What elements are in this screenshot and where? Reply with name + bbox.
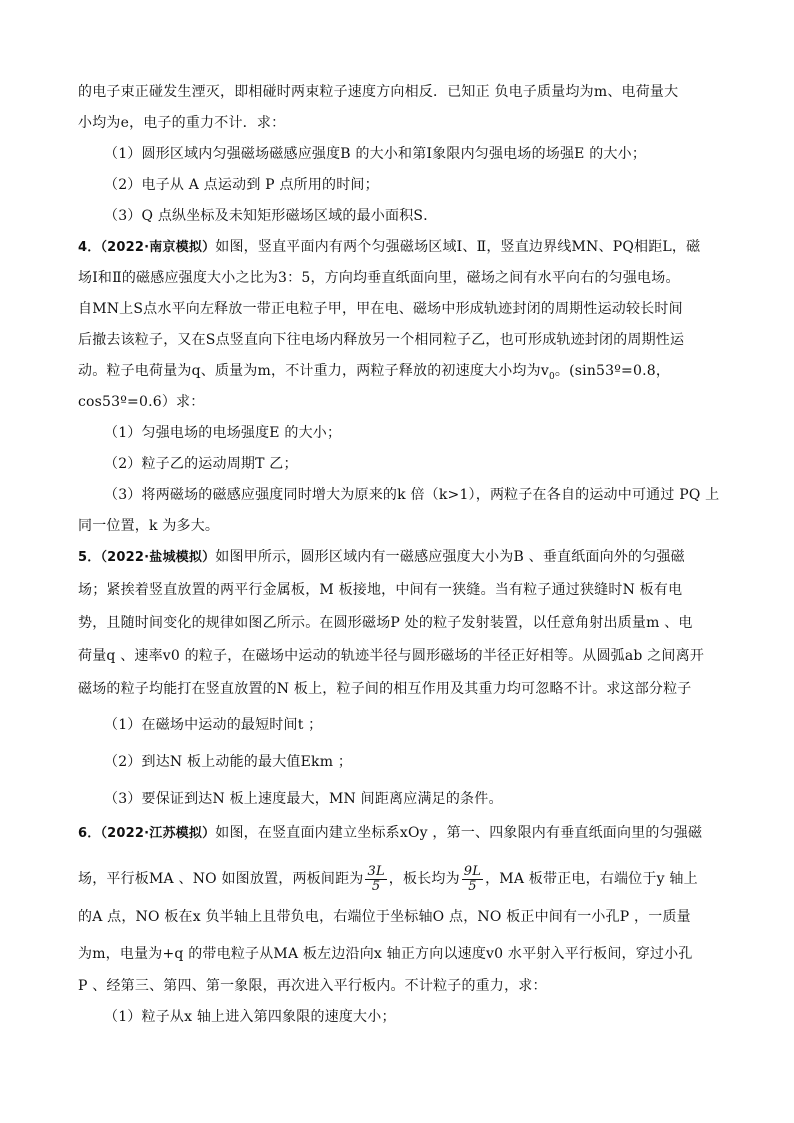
text-segment: 动。粒子电荷量为q、质量为m，不计重力，两粒子释放的初速度大小均为v	[78, 363, 549, 379]
text-line: 场Ⅰ和Ⅱ的磁感应强度大小之比为3：5，方向均垂直纸面向里，磁场之间有水平向右的匀强电场。	[78, 270, 680, 286]
text-line: 同一位置，k 为多大。	[78, 518, 220, 534]
subscript: 0	[548, 371, 555, 382]
text-segment: 场，平行板MA 、NO 如图放置，两板间距为	[78, 871, 364, 887]
text-line: 磁场的粒子均能打在竖直放置的N 板上，粒子间的相互作用及其重力均可忽略不计。求这部分粒子	[78, 681, 692, 697]
fraction-3L-over-5	[365, 865, 386, 894]
question-number: 5．	[78, 550, 101, 565]
sub-question: （3）将两磁场的磁感应强度同时增大为原来的k 倍（k>1），两粒子在各自的运动中可通过 PQ 上	[104, 487, 720, 503]
text-line: 场；紧挨着竖直放置的两平行金属板，M 板接地，中间有一狭缝。当有粒子通过狭缝时N 板有电	[78, 582, 683, 598]
sub-question: （2）到达N 板上动能的最大值Ekm ；	[104, 754, 353, 770]
question-number: 6．	[78, 826, 101, 841]
sub-question: （2）粒子乙的运动周期T 乙；	[104, 456, 298, 472]
text-line: P 、经第三、第四、第一象限，再次进入平行板内。不计粒子的重力，求：	[78, 978, 547, 994]
text-line: 为m，电量为+q 的带电粒子从MA 板左边沿向x 轴正方向以速度v0 水平射入平行板间，穿过小孔	[78, 946, 693, 962]
text-segment: ，MA 板带正电，右端位于y 轴上	[485, 871, 698, 887]
text-segment: ，板长均为	[388, 871, 460, 887]
text-line: 势，且随时间变化的规律如图乙所示。在圆形磁场P 处的粒子发射装置，以任意角射出质量m 、电	[78, 615, 693, 631]
fraction-denominator: 5	[371, 878, 381, 894]
sub-question: （1）匀强电场的电场强度E 的大小；	[104, 425, 342, 441]
sub-question: （1）粒子从x 轴上进入第四象限的速度大小；	[104, 1009, 396, 1025]
sub-question: （2）电子从 A 点运动到 P 点所用的时间；	[104, 177, 379, 193]
question-text: 如图，竖直平面内有两个匀强磁场区域Ⅰ、Ⅱ，竖直边界线MN、PQ相距L，磁	[215, 239, 701, 255]
question-source: （2022·江苏模拟）	[100, 826, 216, 841]
sub-question: （3）Q 点纵坐标及未知矩形磁场区域的最小面积S．	[104, 208, 438, 224]
question-number: 4．	[78, 240, 101, 255]
question-4-line	[78, 237, 700, 258]
sub-question: （3）要保证到达N 板上速度最大，MN 间距离应满足的条件。	[104, 791, 503, 807]
text-line	[78, 862, 698, 896]
text-line: 荷量q 、速率v0 的粒子，在磁场中运动的轨迹半径与圆形磁场的半径正好相等。从圆弧ab 之间离开	[78, 648, 705, 664]
fraction-9L-over-5	[462, 865, 483, 894]
question-text: 如图，在竖直面内建立坐标系xOy ，第一、四象限内有垂直纸面向里的匀强磁	[215, 825, 703, 841]
text-segment: 。(sin53º=0.8，	[554, 363, 671, 379]
sub-question: （1）圆形区域内匀强磁场磁感应强度B 的大小和第Ⅰ象限内匀强电场的场强E 的大小；	[104, 146, 647, 162]
fraction-numerator: 9L	[463, 863, 482, 879]
question-source: （2022·南京模拟）	[100, 240, 216, 255]
text-line: 小均为e，电子的重力不计．求：	[78, 115, 286, 131]
question-6-line	[78, 823, 702, 844]
text-line: 的电子束正碰发生湮灭，即相碰时两束粒子速度方向相反．已知正 负电子质量均为m、电荷量大	[78, 84, 679, 100]
fraction-numerator: 3L	[367, 863, 385, 879]
text-line: cos53º=0.6）求：	[78, 394, 205, 410]
question-text: 如图甲所示，圆形区域内有一磁感应强度大小为B 、垂直纸面向外的匀强磁	[215, 549, 685, 565]
text-line: 自MN上S点水平向左释放一带正电粒子甲，甲在电、磁场中形成轨迹封闭的周期性运动较长时间	[78, 301, 683, 317]
question-5-line	[78, 547, 685, 568]
text-line: 后撤去该粒子，又在S点竖直向下往电场内释放另一个相同粒子乙，也可形成轨迹封闭的周期性运	[78, 332, 685, 348]
sub-question: （1）在磁场中运动的最短时间t ；	[104, 717, 323, 733]
text-line	[78, 361, 670, 387]
text-line: 的A 点，NO 板在x 负半轴上且带负电，右端位于坐标轴O 点，NO 板正中间有一小孔P ，一质量	[78, 909, 691, 925]
fraction-denominator: 5	[468, 878, 477, 894]
question-source: （2022·盐城模拟）	[100, 550, 216, 565]
